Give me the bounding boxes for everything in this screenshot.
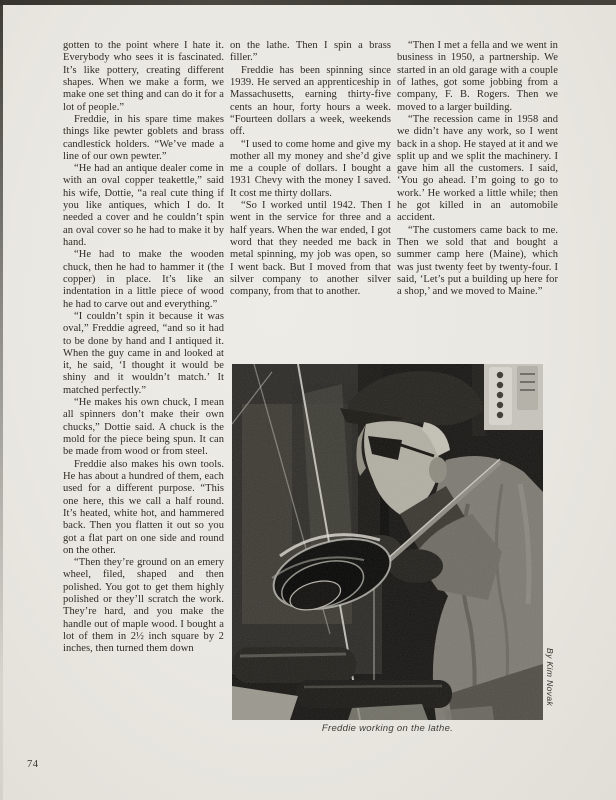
paragraph: Freddie has been spinning since 1939. He served an apprenticeship in Massachusetts, earning thirty-five cents an hour, forty hours a week. “Fourteen dollars a week, weekends off. — [230, 64, 391, 138]
paragraph: “I couldn’t spin it because it was oval,” Freddie agreed, “and so it had to be done by hand and I antiqued it. When the guy came in and looked at it, he said, ‘I thought it would be shiny and it wouldn’t match.’ It matched perfectly.” — [63, 310, 224, 396]
paragraph: “He makes his own chuck, I mean all spinners don’t make their own chucks,” Dottie said. A chuck is the mold for the piece being spun. It can be made from wood or from steel. — [63, 397, 224, 458]
scan-edge-left — [0, 0, 3, 800]
paragraph: “Then I met a fella and we went in business in 1950, a partnership. We started in an old garage with a couple of lathes, got some jobbing from a company, F. B. Rogers. Then we moved to a larger building. — [397, 40, 558, 113]
text-column-3 — [397, 40, 558, 299]
paragraph: “He had to make the wooden chuck, then he had to hammer it (the copper) in place. It’s like an indentation in a little piece of wood he had to carve out and everything.” — [63, 249, 224, 310]
text-column-1 — [63, 40, 224, 656]
paragraph: “Then they’re ground on an emery wheel, filed, shaped and then polished. You got to get them highly polished or they’ll scratch the work. They’re hard, and you make the handle out of maple wood. I bought a lot of them in 2½ inch square by 2 inches, then turned them down — [63, 557, 224, 655]
paragraph: “He had an antique dealer come in with an oval copper teakettle,” said his wife, Dottie, “a real cute thing if you like antiques, which I do. It needed a cover and he couldn’t spin an oval cover so he had to make it by hand. — [63, 163, 224, 248]
scan-edge-top — [0, 0, 616, 5]
lathe-photo — [232, 364, 543, 720]
photo-caption: Freddie working on the lathe. — [321, 723, 454, 734]
text-column-2 — [230, 40, 391, 299]
paragraph: gotten to the point where I hate it. Everybody who sees it is fascinated. It’s like pottery, creating different shapes. When we make a form, we make one set thing and can do it for a lot of people.” — [63, 40, 224, 113]
page-number: 74 — [27, 759, 39, 770]
paragraph: “I used to come home and give my mother all my money and she’d give me a couple of dollars. I bought a 1931 Chevy with the money I saved. It cost me thirty dollars. — [230, 138, 391, 199]
paragraph: Freddie also makes his own tools. He has about a hundred of them, each used for a different purpose. “This one here, this we call a half round. It’s heated, white hot, and hammered back. Then you flatten it out so you got a flat part on one side and round on the other. — [63, 458, 224, 556]
paragraph: “The recession came in 1958 and we didn’t have any work, so I went back in a shop. He stayed at it and we split up and we split the machinery. I gave him all the customers. I said, ‘You go ahead. I’m going to go to work.’ He worked a little while; then he got killed in an automobile accident. — [397, 113, 558, 224]
paragraph: on the lathe. Then I spin a brass filler.” — [230, 40, 391, 64]
paragraph: Freddie, in his spare time makes things like pewter goblets and brass candlestick holders. “We’ve made a line of our own pewter.” — [63, 113, 224, 162]
paragraph: “So I worked until 1942. Then I went in the service for three and a half years. When the war ended, I got word that they needed me back in metal spinning, my job was open, so I went back. But I moved from that silver company to another silver company, from that to another. — [230, 200, 391, 298]
photo-credit: By Kim Novak — [545, 648, 555, 707]
paragraph: “The customers came back to me. Then we sold that and bought a summer camp here (Maine), which was just twenty feet by twenty-four. I said, ‘Let’s put a building up here for a shop,’ and we moved to Maine.” — [397, 224, 558, 298]
